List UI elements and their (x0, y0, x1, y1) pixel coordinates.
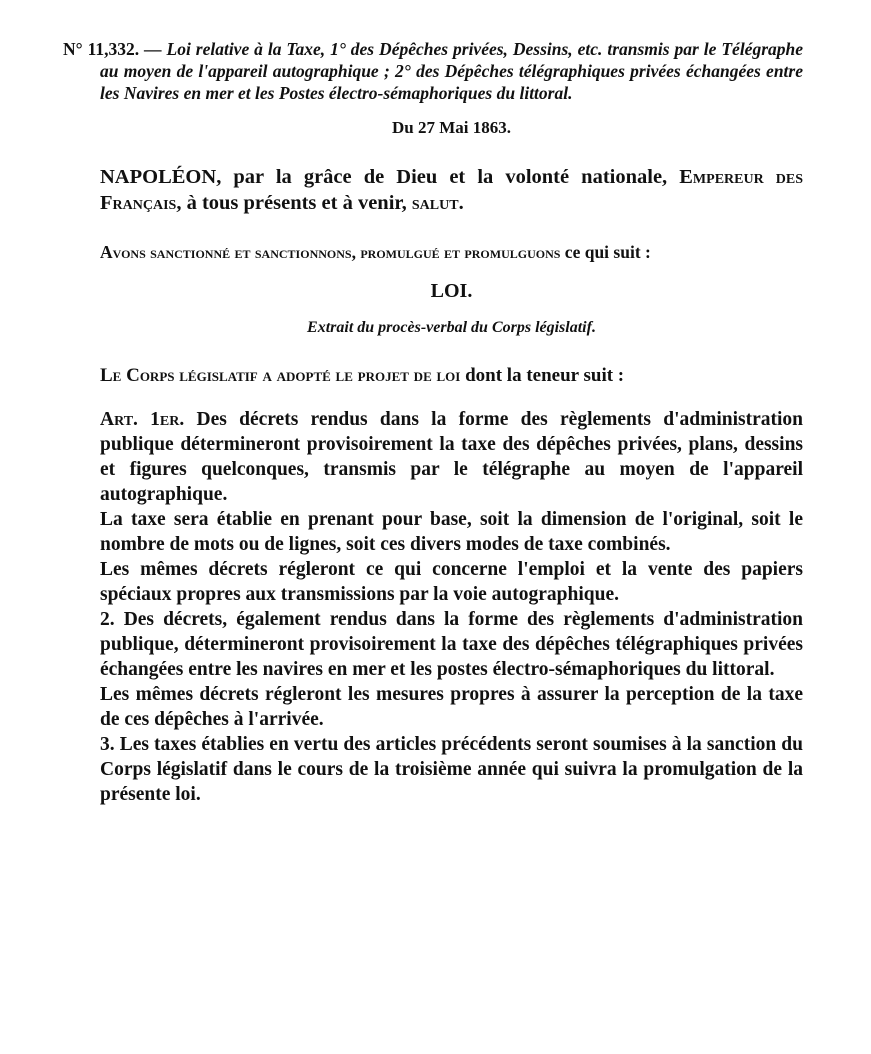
article-text: Des décrets rendus dans la forme des règlements d'administration publique détermineront provisoirement la taxe des dépêches privées, plans, dessins et figures quelconques, transmis par le télégraphe au moyen de l'appareil autographique. (100, 409, 803, 505)
article-paragraph (100, 407, 803, 507)
preamble (100, 164, 803, 216)
article-text: Des décrets, également rendus dans la forme des règlements d'administration publique, détermineront provisoirement la taxe des dépêches télégraphiques privées échangées entre les navires en mer et les postes électro-sémaphoriques du littoral. (100, 609, 803, 680)
corps-rest: dont la teneur suit : (460, 365, 625, 386)
loi-title: LOI. (430, 280, 473, 302)
sanction-line (100, 240, 803, 264)
sanction-rest: ce qui suit : (560, 242, 651, 262)
salut-word: salut (411, 192, 459, 214)
corps-line (100, 365, 803, 387)
article-label: 2. (100, 609, 124, 630)
article-text: Les mêmes décrets régleront ce qui concerne l'emploi et la vente des papiers spéciaux propres aux transmissions par la voie autographique. (100, 559, 803, 605)
law-number: N° 11,332. (63, 39, 140, 59)
article-label: Art. 1er. (100, 409, 197, 430)
article-paragraph (100, 732, 803, 807)
article-label: 3. (100, 734, 120, 755)
articles (100, 407, 803, 807)
emperor-name: NAPOLÉON (100, 166, 217, 188)
law-heading (63, 38, 803, 104)
document-page (63, 38, 804, 807)
emperor-title: Empereur des Français (100, 166, 803, 214)
article-text: Les taxes établies en vertu des articles précédents seront soumises à la sanction du Corps législatif dans le cours de la troisième année qui suivra la promulgation de la présente loi. (100, 734, 803, 805)
article-paragraph (100, 557, 803, 607)
article-paragraph (100, 507, 803, 557)
corps-sc: Le Corps législatif a adopté le projet de loi (100, 365, 461, 386)
article-paragraph (100, 607, 803, 682)
article-text: La taxe sera établie en prenant pour base, soit la dimension de l'original, soit le nombre de mots ou de lignes, soit ces divers modes de taxe combinés. (100, 509, 803, 555)
article-text: Les mêmes décrets régleront les mesures propres à assurer la perception de la taxe de ces dépêches à l'arrivée. (100, 684, 803, 730)
preamble-end: . (458, 192, 464, 214)
preamble-text-b: , à tous présents et à venir, (176, 192, 412, 214)
article-paragraph (100, 682, 803, 732)
extrait-line: Extrait du procès-verbal du Corps législatif. (307, 319, 596, 336)
law-title: — Loi relative à la Taxe, 1° des Dépêches privées, Dessins, etc. transmis par le Télégraphe au moyen de l'appareil autographique ; 2° des Dépêches télégraphiques privées échangées entre les Navires en mer et les Postes électro-sémaphoriques du littoral. (100, 39, 804, 103)
preamble-text-a: , par la grâce de Dieu et la volonté nationale, (216, 166, 680, 188)
sanction-sc: Avons sanctionné et sanctionnons, promulgué et promulguons (100, 242, 561, 262)
law-date: Du 27 Mai 1863. (392, 118, 511, 137)
